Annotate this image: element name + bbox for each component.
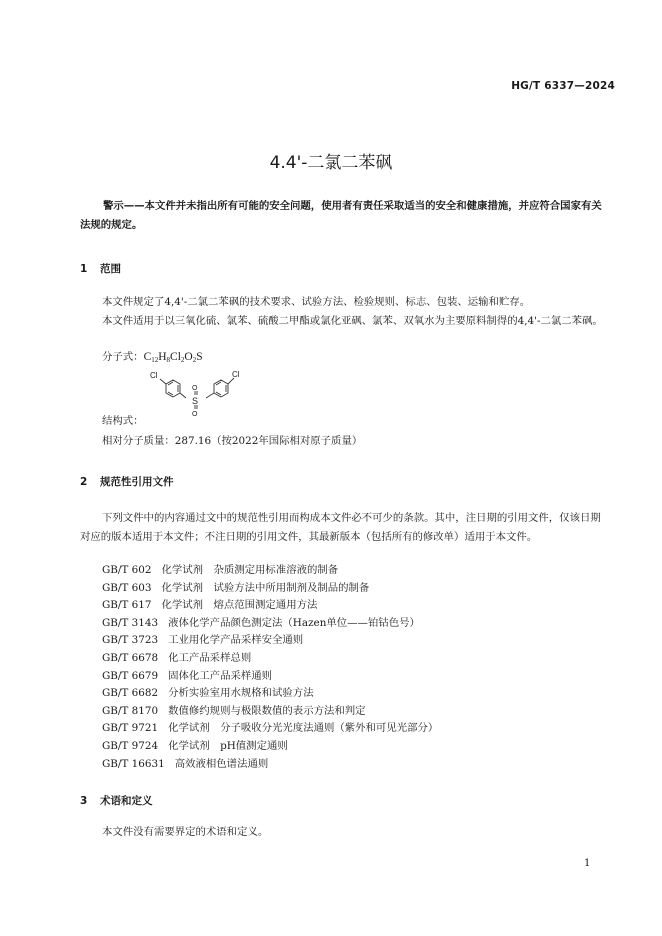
section-number: 2 <box>80 476 88 488</box>
reference-item <box>102 755 438 773</box>
structure-label: 结构式： <box>102 415 144 427</box>
reference-code: GB/T 602 <box>102 564 152 576</box>
scope-paragraph-1: 本文件规定了4,4'-二氯二苯砜的技术要求、试验方法、检验规则、标志、包装、运输和贮存。 <box>102 296 531 308</box>
molecular-formula: $C_{12}H_8Cl_2O_2S$ <box>143 351 203 364</box>
standard-number: HG/T 6337—2024 <box>511 80 615 92</box>
reference-code: GB/T 6679 <box>102 669 159 682</box>
reference-code: GB/T 16631 <box>102 757 165 770</box>
chlorine-left-label: Cl <box>150 371 158 380</box>
sulfur-label: S <box>192 396 199 406</box>
reference-code: GB/T 6682 <box>102 687 159 700</box>
reference-title: 化学试剂 分子吸收分光光度法通则（紫外和可见光部分） <box>168 722 439 735</box>
reference-title: 数值修约规则与极限数值的表示方法和判定 <box>168 704 366 717</box>
reference-title: 化学试剂 熔点范围测定通用方法 <box>161 599 318 612</box>
terms-paragraph: 本文件没有需要界定的术语和定义。 <box>102 826 269 838</box>
reference-code: GB/T 8170 <box>102 704 159 717</box>
reference-item <box>102 561 438 579</box>
oxygen-top-label: O <box>192 385 198 392</box>
reference-title: 液体化学产品颜色测定法（Hazen单位——铂钴色号） <box>168 616 420 629</box>
scope-paragraph-2: 本文件适用于以三氧化硫、氯苯、硫酸二甲酯或氯化亚砜、氯苯、双氧水为主要原料制得的4,4'-二氯二苯砜。 <box>102 315 603 327</box>
structural-formula-diagram <box>146 365 256 425</box>
reference-item <box>102 596 438 614</box>
reference-list <box>102 561 438 772</box>
chlorine-right-label: Cl <box>232 370 240 379</box>
formula-label: 分子式： <box>102 351 144 363</box>
reference-code: GB/T 617 <box>102 599 152 612</box>
document-title: 4.4'-二氯二苯砜 <box>269 153 393 173</box>
reference-title: 化学试剂 pH值测定通则 <box>168 739 288 752</box>
oxygen-bottom-label: O <box>192 411 198 418</box>
section-2-heading <box>80 474 174 489</box>
reference-item <box>102 702 438 720</box>
reference-item <box>102 631 438 649</box>
section-title: 术语和定义 <box>100 795 153 807</box>
reference-code: GB/T 6678 <box>102 651 159 664</box>
reference-title: 高效液相色谱法通则 <box>174 757 269 770</box>
section-number: 3 <box>80 795 88 807</box>
page-number: 1 <box>584 858 591 869</box>
reference-title: 化工产品采样总则 <box>168 651 252 664</box>
section-title: 范围 <box>100 263 121 275</box>
reference-code: GB/T 603 <box>102 581 152 594</box>
reference-item <box>102 614 438 632</box>
reference-item <box>102 737 438 755</box>
reference-code: GB/T 3723 <box>102 634 159 647</box>
reference-code: GB/T 3143 <box>102 616 159 629</box>
section-title: 规范性引用文件 <box>100 476 174 488</box>
reference-code: GB/T 9721 <box>102 722 159 735</box>
section-number: 1 <box>80 263 88 275</box>
reference-item <box>102 684 438 702</box>
warning-notice: 警示——本文件并未指出所有可能的安全问题，使用者有责任采取适当的安全和健康措施，并应符合国家有关法规的规定。 <box>80 200 602 231</box>
section-1-heading <box>80 261 121 276</box>
reference-item <box>102 579 438 597</box>
section-3-heading <box>80 793 153 808</box>
reference-item <box>102 649 438 667</box>
reference-code: GB/T 9724 <box>102 739 159 752</box>
reference-title: 化学试剂 杂质测定用标准溶液的制备 <box>161 564 339 576</box>
reference-title: 分析实验室用水规格和试验方法 <box>168 687 314 700</box>
molecular-mass-line: 相对分子质量：287.16（按2022年国际相对原子质量） <box>102 435 363 447</box>
reference-item <box>102 667 438 685</box>
molecular-formula-line <box>102 348 203 364</box>
reference-title: 工业用化学产品采样安全通则 <box>168 634 304 647</box>
reference-item <box>102 719 438 737</box>
reference-title: 固体化工产品采样通则 <box>168 669 273 682</box>
references-intro: 下列文件中的内容通过文中的规范性引用而构成本文件必不可少的条款。其中，注日期的引用文件，仅该日期对应的版本适用于本文件；不注日期的引用文件，其最新版本（包括所有的修改单）适用于本文件。 <box>80 512 601 543</box>
reference-title: 化学试剂 试验方法中所用制剂及制品的制备 <box>161 581 370 594</box>
